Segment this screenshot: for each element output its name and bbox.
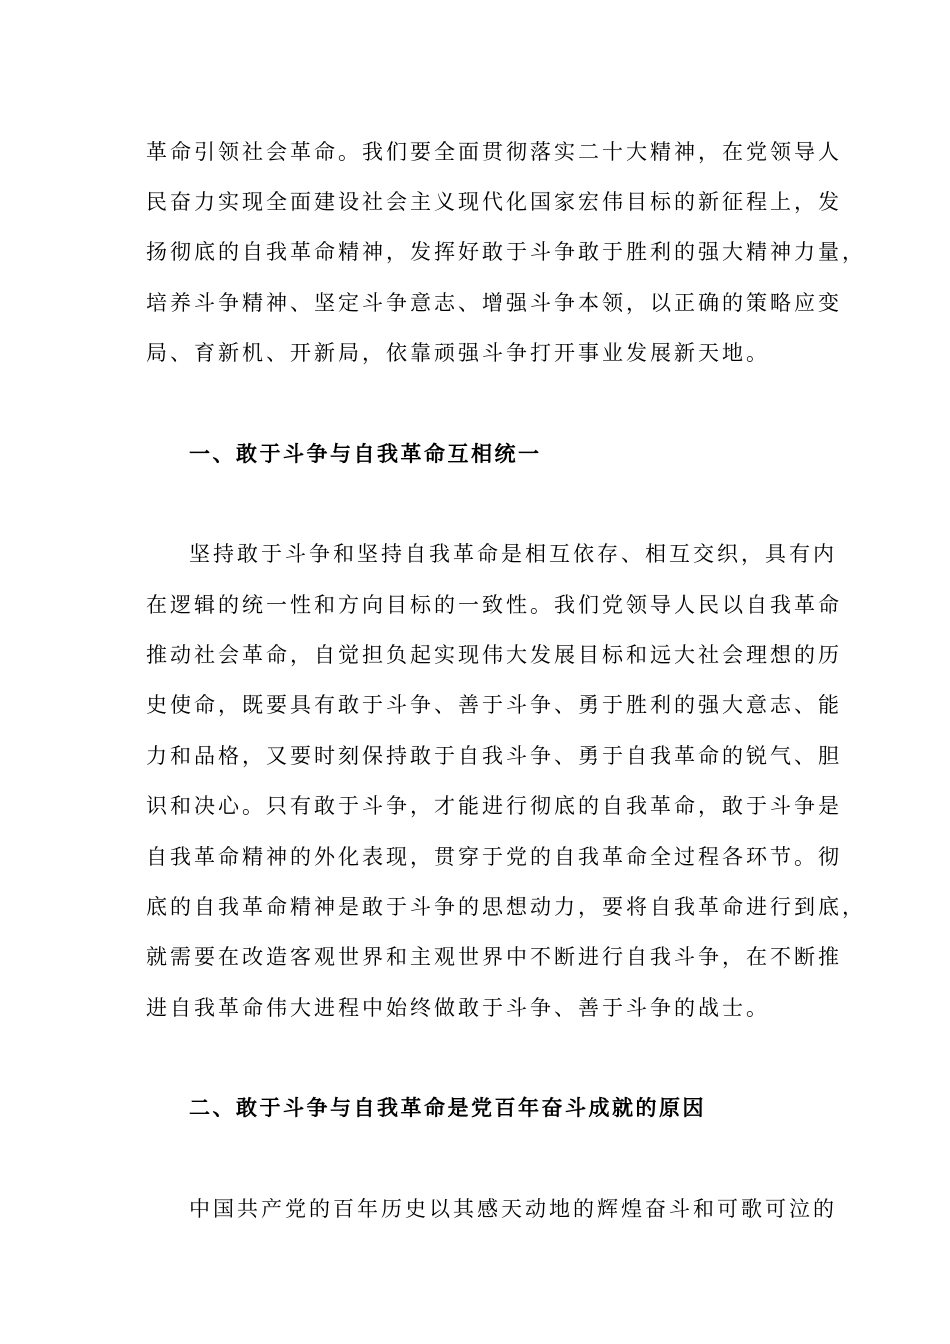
- paragraph-line: 革命引领社会革命。我们要全面贯彻落实二十大精神，在党领导人: [146, 140, 842, 164]
- paragraph-line: 力和品格，又要时刻保持敢于自我斗争、勇于自我革命的锐气、胆: [146, 744, 842, 768]
- paragraph-line: 扬彻底的自我革命精神，发挥好敢于斗争敢于胜利的强大精神力量，: [146, 240, 866, 264]
- paragraph-line: 民奋力实现全面建设社会主义现代化国家宏伟目标的新征程上，发: [146, 190, 842, 214]
- section-heading-2: 二、敢于斗争与自我革命是党百年奋斗成就的原因: [189, 1095, 706, 1120]
- paragraph-line: 自我革命精神的外化表现，贯穿于党的自我革命全过程各环节。彻: [146, 845, 842, 869]
- section-heading-1: 一、敢于斗争与自我革命互相统一: [189, 441, 542, 466]
- paragraph-line: 在逻辑的统一性和方向目标的一致性。我们党领导人民以自我革命: [146, 593, 842, 617]
- paragraph-line: 中国共产党的百年历史以其感天动地的辉煌奋斗和可歌可泣的: [189, 1197, 837, 1221]
- paragraph-line: 进自我革命伟大进程中始终做敢于斗争、善于斗争的战士。: [146, 996, 770, 1020]
- paragraph-line: 推动社会革命，自觉担负起实现伟大发展目标和远大社会理想的历: [146, 643, 842, 667]
- paragraph-line: 底的自我革命精神是敢于斗争的思想动力，要将自我革命进行到底，: [146, 895, 866, 919]
- paragraph-line: 识和决心。只有敢于斗争，才能进行彻底的自我革命，敢于斗争是: [146, 794, 842, 818]
- paragraph-line: 就需要在改造客观世界和主观世界中不断进行自我斗争，在不断推: [146, 945, 842, 969]
- paragraph-line: 史使命，既要具有敢于斗争、善于斗争、勇于胜利的强大意志、能: [146, 693, 842, 717]
- paragraph-line: 坚持敢于斗争和坚持自我革命是相互依存、相互交织，具有内: [189, 542, 837, 566]
- paragraph-line: 培养斗争精神、坚定斗争意志、增强斗争本领，以正确的策略应变: [146, 291, 842, 315]
- paragraph-line: 局、育新机、开新局，依靠顽强斗争打开事业发展新天地。: [146, 341, 770, 365]
